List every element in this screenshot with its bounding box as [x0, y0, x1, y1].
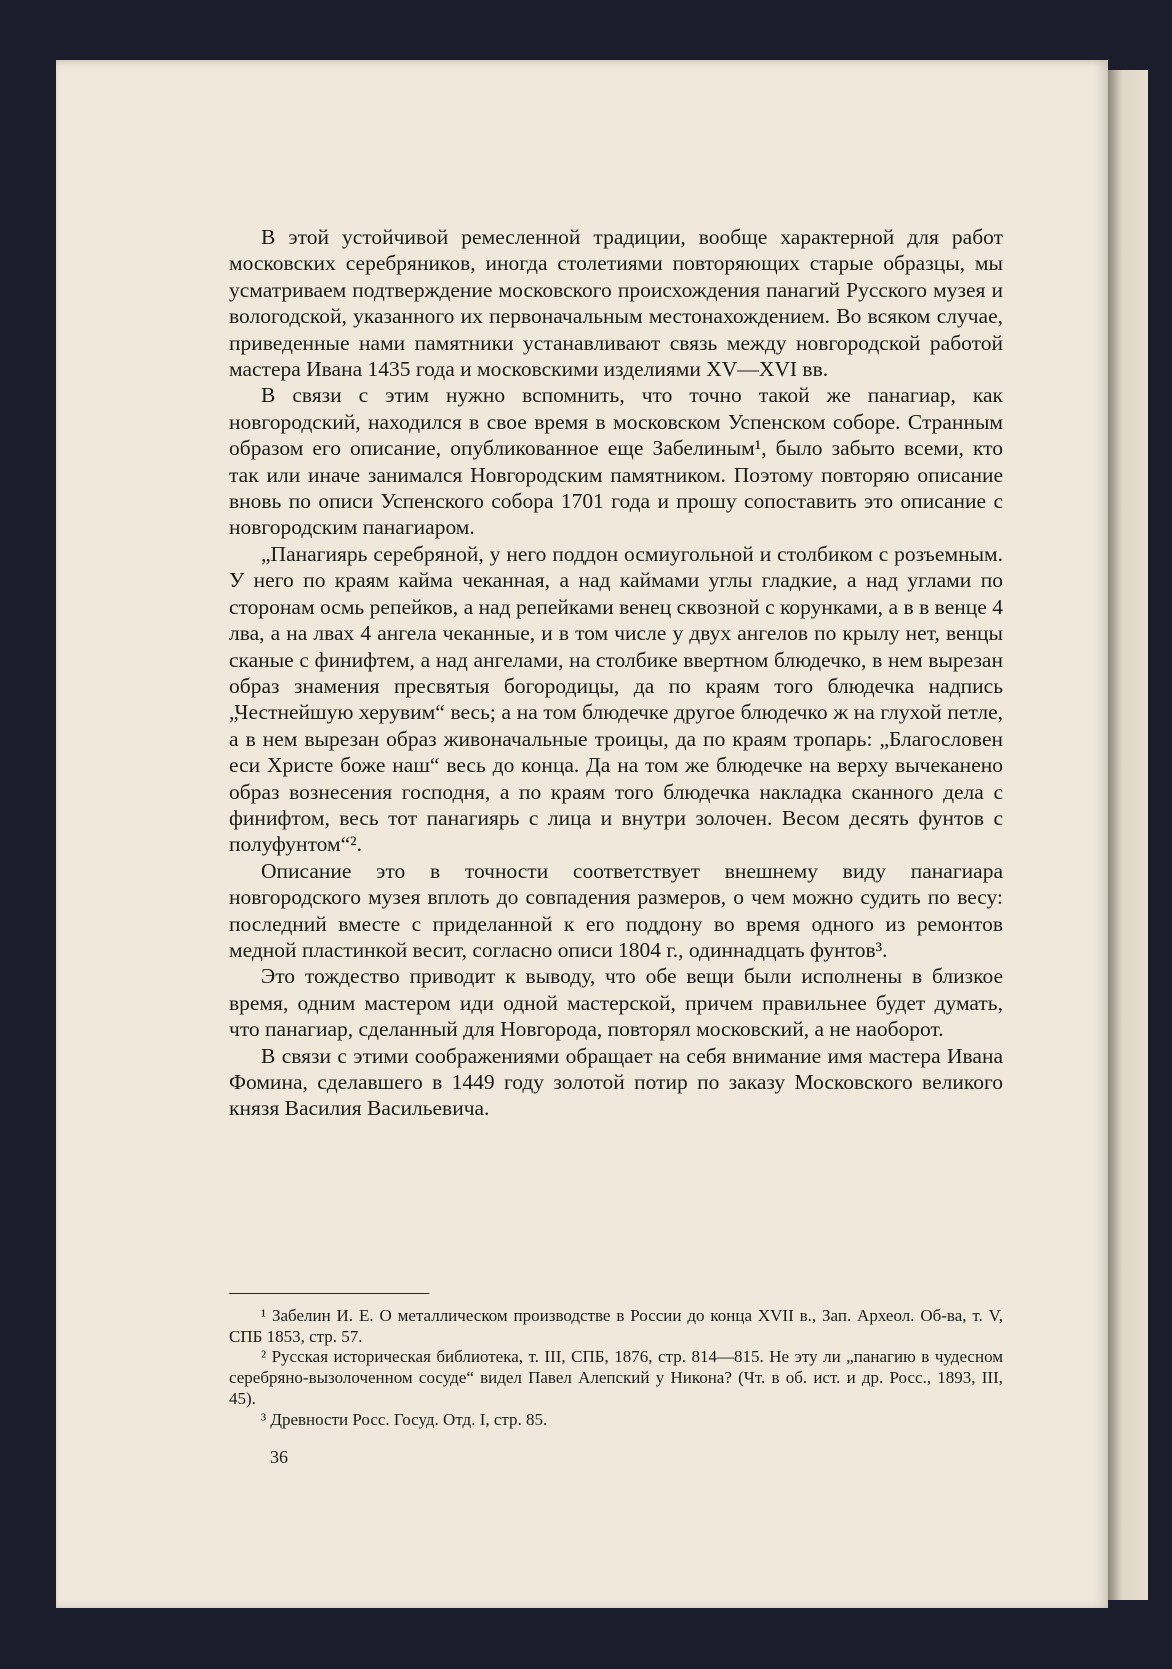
footnote-separator	[229, 1293, 429, 1294]
paragraph: В связи с этим нужно вспомнить, что точно такой же панагиар, как новгородский, находился в свое время в московском Успенском соборе. Странным образом его описание, опубликованное еще Забелиным¹, было забыто всеми, кто так или иначе занимался Новгородским памятником. Поэтому повторяю описание вновь по описи Успенского собора 1701 года и прошу сопоставить это описание с новгородским панагиаром.	[229, 383, 1003, 540]
footnote: ³ Древности Росс. Госуд. Отд. I, стр. 85.	[261, 1409, 548, 1429]
footnotes	[229, 1306, 1003, 1430]
paragraph: В связи с этими соображениями обращает на себя внимание имя мастера Ивана Фомина, сделавшего в 1449 году золотой потир по заказу Московского великого князя Василия Васильевича.	[229, 1043, 1003, 1121]
paragraph: Это тождество приводит к выводу, что обе вещи были исполнены в близкое время, одним мастером иди одной мастерской, причем правильнее будет думать, что панагиар, сделанный для Новгорода, повторял московский, а не наоборот.	[229, 964, 1003, 1042]
main-text	[229, 224, 1003, 1122]
footnote: ² Русская историческая библиотека, т. III, СПБ, 1876, стр. 814—815. Не эту ли „панагию в чудесном серебряно-вызолоченном сосуде“ видел Павел Алепский у Никона? (Чт. в об. ист. и др. Росс., 1893, III, 45).	[229, 1347, 1003, 1408]
paragraph: „Панагиярь серебряной, у него поддон осмиугольной и столбиком с розъемным. У него по краям кайма чеканная, а над каймами углы гладкие, а над углами по сторонам осмь репейков, а над репейками венец сквозной с корунками, а в в венце 4 лва, а на лвах 4 ангела чеканные, и в том числе у двух ангелов по крылу нет, венцы сканые с финифтем, а над ангелами, на столбике ввертном блюдечко, в нем вырезан образ знамения пресвятыя богородицы, да по краям того блюдечка надпись „Честнейшую херувим“ весь; а на том блюдечке другое блюдечко ж на глухой петле, а в нем вырезан образ живоначальные троицы, да по краям тропарь: „Благословен еси Христе боже наш“ весь до конца. Да на том же блюдечке на верху вычеканено образ вознесения господня, а по краям того блюдечка накладка сканного дела с финифтом, весь тот панагиярь с лица и внутри золочен. Весом десять фунтов с полуфунтом“².	[229, 541, 1003, 857]
next-page-edge	[1108, 70, 1148, 1600]
paragraph: В этой устойчивой ремесленной традиции, вообще характерной для работ московских серебряников, иногда столетиями повторяющих старые образцы, мы усматриваем подтверждение московского происхождения панагий Русского музея и вологодской, указанного их первоначальным местонахождением. Во всяком случае, приведенные нами памятники устанавливают связь между новгородской работой мастера Ивана 1435 года и московскими изделиями XV—XVI вв.	[229, 225, 1003, 382]
page-number: 36	[270, 1447, 288, 1467]
paragraph: Описание это в точности соответствует внешнему виду панагиара новгородского музея вплоть до совпадения размеров, о чем можно судить по весу: последний вместе с приделанной к его поддону во время одного из ремонтов медной пластинкой весит, согласно описи 1804 г., одиннадцать фунтов³.	[229, 858, 1003, 962]
footnote: ¹ Забелин И. Е. О металлическом производстве в России до конца XVII в., Зап. Археол. Об-ва, т. V, СПБ 1853, стр. 57.	[229, 1306, 1003, 1346]
